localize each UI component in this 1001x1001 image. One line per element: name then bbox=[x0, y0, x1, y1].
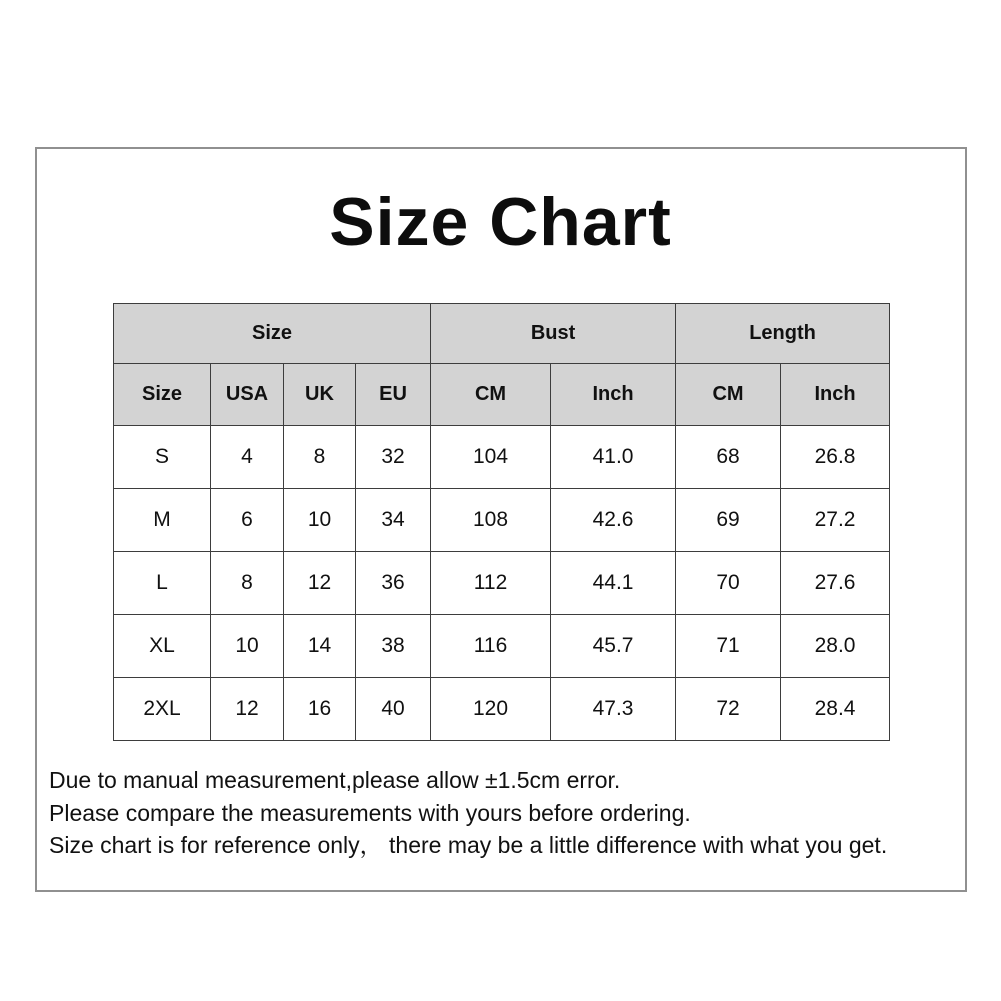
table-cell: 70 bbox=[676, 552, 781, 615]
table-cell: 72 bbox=[676, 678, 781, 741]
table-cell: 47.3 bbox=[551, 678, 676, 741]
table-cell: 12 bbox=[211, 678, 284, 741]
col-header-length-inch: Inch bbox=[781, 364, 890, 426]
table-cell: 28.0 bbox=[781, 615, 890, 678]
col-header-usa: USA bbox=[211, 364, 284, 426]
table-cell: 8 bbox=[211, 552, 284, 615]
col-header-size: Size bbox=[114, 364, 211, 426]
table-column-header-row bbox=[114, 364, 890, 426]
table-cell: 27.6 bbox=[781, 552, 890, 615]
group-header-size: Size bbox=[114, 304, 431, 364]
table-cell: 26.8 bbox=[781, 426, 890, 489]
note-line: Please compare the measurements with yours before ordering. bbox=[49, 799, 691, 826]
table-cell: 4 bbox=[211, 426, 284, 489]
table-cell: 10 bbox=[211, 615, 284, 678]
table-cell: 116 bbox=[431, 615, 551, 678]
table-cell: 112 bbox=[431, 552, 551, 615]
table-cell: 104 bbox=[431, 426, 551, 489]
note-line: Size chart is for reference only， there may be a little difference with what you get. bbox=[49, 832, 888, 858]
table-cell: M bbox=[114, 489, 211, 552]
table-cell: 34 bbox=[356, 489, 431, 552]
table-cell: 45.7 bbox=[551, 615, 676, 678]
col-header-length-cm: CM bbox=[676, 364, 781, 426]
table-cell: 41.0 bbox=[551, 426, 676, 489]
table-cell: 2XL bbox=[114, 678, 211, 741]
table-cell: 6 bbox=[211, 489, 284, 552]
table-cell: S bbox=[114, 426, 211, 489]
group-header-bust: Bust bbox=[431, 304, 676, 364]
table-cell: 42.6 bbox=[551, 489, 676, 552]
table-cell: 40 bbox=[356, 678, 431, 741]
table-cell: 71 bbox=[676, 615, 781, 678]
size-table bbox=[113, 303, 890, 741]
table-cell: 16 bbox=[284, 678, 356, 741]
table-cell: 12 bbox=[284, 552, 356, 615]
table-row-2xl bbox=[114, 678, 890, 741]
table-cell: 32 bbox=[356, 426, 431, 489]
note-line: Due to manual measurement,please allow ±1.5cm error. bbox=[49, 767, 621, 793]
col-header-bust-cm: CM bbox=[431, 364, 551, 426]
table-cell: 108 bbox=[431, 489, 551, 552]
table-cell: 27.2 bbox=[781, 489, 890, 552]
table-row-xl bbox=[114, 615, 890, 678]
table-cell: 8 bbox=[284, 426, 356, 489]
page-title: Size Chart bbox=[329, 184, 672, 260]
table-cell: 44.1 bbox=[551, 552, 676, 615]
col-header-uk: UK bbox=[284, 364, 356, 426]
col-header-eu: EU bbox=[356, 364, 431, 426]
table-cell: 36 bbox=[356, 552, 431, 615]
measurement-notes bbox=[49, 764, 979, 862]
table-row-m bbox=[114, 489, 890, 552]
table-row-s bbox=[114, 426, 890, 489]
table-cell: 14 bbox=[284, 615, 356, 678]
table-cell: 120 bbox=[431, 678, 551, 741]
table-cell: 68 bbox=[676, 426, 781, 489]
table-cell: 38 bbox=[356, 615, 431, 678]
table-group-header-row bbox=[114, 304, 890, 364]
table-cell: 69 bbox=[676, 489, 781, 552]
table-row-l bbox=[114, 552, 890, 615]
table-cell: L bbox=[114, 552, 211, 615]
table-cell: XL bbox=[114, 615, 211, 678]
group-header-length: Length bbox=[676, 304, 890, 364]
table-cell: 28.4 bbox=[781, 678, 890, 741]
table-cell: 10 bbox=[284, 489, 356, 552]
col-header-bust-inch: Inch bbox=[551, 364, 676, 426]
